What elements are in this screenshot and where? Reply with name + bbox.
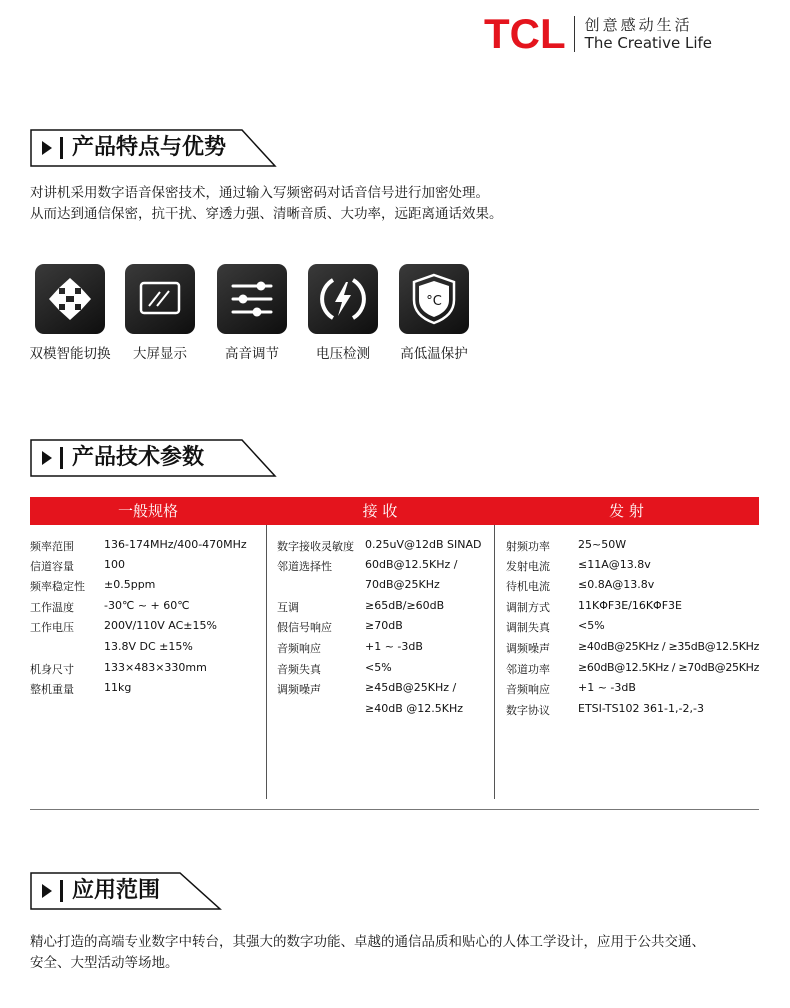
spec-label: 音频响应: [277, 642, 321, 655]
feature-label: 大屏显示: [133, 346, 187, 362]
column-divider: [266, 525, 267, 799]
spec-value: 11kg: [104, 681, 132, 694]
spec-label: 机身尺寸: [30, 663, 74, 676]
spec-label: 音频响应: [506, 683, 550, 696]
play-triangle-icon: [42, 884, 52, 898]
feature-sliders: [217, 264, 287, 362]
column-title-transmit: 发 射: [609, 502, 644, 520]
spec-value: +1 ~ -3dB: [365, 640, 423, 653]
spec-value: <5%: [578, 619, 605, 632]
spec-value: ≥70dB: [365, 619, 403, 632]
spec-label: 数字接收灵敏度: [277, 540, 354, 553]
spec-label: 调制方式: [506, 601, 550, 614]
spec-value: 0.25uV@12dB SINAD: [365, 538, 482, 551]
applications-description: [30, 932, 770, 974]
section-header-features: [30, 129, 280, 167]
spec-label: 邻道功率: [506, 663, 550, 676]
spec-label: 邻道选择性: [277, 560, 332, 573]
feature-label: 电压检测: [316, 346, 370, 362]
spec-label: 整机重量: [30, 683, 74, 696]
slogan-cn: 创意感动生活: [584, 16, 693, 34]
spec-value: 100: [104, 558, 125, 571]
spec-label: 信道容量: [30, 560, 74, 573]
slogan-en: The Creative Life: [584, 34, 713, 52]
spec-label: 频率范围: [30, 540, 74, 553]
section-header-specs: [30, 439, 280, 477]
column-title-receive: 接 收: [362, 502, 398, 520]
description-line: 对讲机采用数字语音保密技术，通过输入写频密码对话音信号进行加密处理。: [30, 185, 489, 201]
spec-value: ≤11A@13.8v: [578, 558, 651, 571]
table-bottom-rule: [30, 809, 759, 810]
sliders-icon: [217, 264, 287, 334]
column-title-general: 一般规格: [117, 502, 178, 520]
spec-value: <5%: [365, 661, 392, 674]
spec-value: 70dB@25KHz: [365, 578, 440, 591]
play-triangle-icon: [42, 141, 52, 155]
voltage-bolt-icon: [308, 264, 378, 334]
description-line: 精心打造的高端专业数字中转台，其强大的数字功能、卓越的通信品质和贴心的人体工学设计，应用于公共交通、: [30, 934, 705, 950]
spec-label: 发射电流: [506, 560, 550, 573]
spec-value: 25~50W: [578, 538, 627, 551]
feature-large-screen: [125, 264, 195, 362]
spec-value: 60dB@12.5KHz /: [365, 558, 458, 571]
spec-label: 数字协议: [506, 704, 550, 717]
spec-value: ≤0.8A@13.8v: [578, 578, 655, 591]
spec-label: 射频功率: [506, 540, 550, 553]
feature-temperature: [399, 264, 469, 362]
spec-label: 调制失真: [506, 621, 550, 634]
brand-logo: [484, 10, 713, 57]
feature-label: 双模智能切换: [29, 346, 111, 362]
section-divider: [60, 880, 63, 902]
spec-value: ≥65dB/≥60dB: [365, 599, 445, 612]
spec-label: 音频失真: [277, 663, 321, 676]
spec-label: 假信号响应: [277, 621, 332, 634]
brand-slogan: [585, 16, 712, 52]
spec-value: ≥40dB @12.5KHz: [365, 702, 463, 715]
column-divider: [494, 525, 495, 799]
spec-value: ±0.5ppm: [104, 578, 156, 591]
dual-mode-switch-icon: [35, 264, 105, 334]
spec-value: 13.8V DC ±15%: [104, 640, 193, 653]
section-divider: [60, 137, 63, 159]
feature-dual-mode: [29, 264, 111, 362]
spec-value: 200V/110V AC±15%: [104, 619, 217, 632]
spec-value: -30℃ ~ + 60℃: [104, 599, 190, 612]
spec-table-header: [30, 497, 759, 525]
section-header-applications: [30, 872, 280, 910]
spec-label: 频率稳定性: [30, 580, 85, 593]
features-description: [30, 183, 503, 225]
spec-value: ≥60dB@12.5KHz / ≥70dB@25KHz: [578, 661, 760, 674]
spec-value: ETSI-TS102 361-1,-2,-3: [578, 702, 704, 715]
section-title: 应用范围: [72, 878, 161, 903]
spec-label: 待机电流: [506, 580, 550, 593]
spec-value: +1 ~ -3dB: [578, 681, 636, 694]
logo-divider: [574, 16, 575, 52]
section-divider: [60, 447, 63, 469]
description-line: 安全、大型活动等场地。: [30, 955, 179, 971]
spec-value: 11KΦF3E/16KΦF3E: [578, 599, 682, 612]
spec-value: ≥45dB@25KHz /: [365, 681, 457, 694]
spec-value: 136-174MHz/400-470MHz: [104, 538, 247, 551]
play-triangle-icon: [42, 451, 52, 465]
spec-value: 133×483×330mm: [104, 661, 207, 674]
spec-label: 互调: [277, 601, 299, 614]
spec-label: 调频噪声: [277, 683, 321, 696]
temperature-shield-icon: [399, 264, 469, 334]
section-title: 产品技术参数: [72, 445, 205, 470]
spec-label: 调频噪声: [506, 642, 550, 655]
svg-text:°C: °C: [426, 294, 442, 309]
feature-label: 高音调节: [225, 346, 279, 362]
spec-label: 工作温度: [30, 601, 74, 614]
description-line: 从而达到通信保密，抗干扰、穿透力强、清晰音质、大功率，远距离通话效果。: [30, 206, 503, 222]
spec-label: 工作电压: [30, 621, 74, 634]
section-title: 产品特点与优势: [72, 135, 227, 160]
tcl-logo: TCL: [484, 10, 566, 57]
feature-label: 高低温保护: [400, 346, 468, 362]
large-screen-icon: [125, 264, 195, 334]
feature-voltage: [308, 264, 378, 362]
spec-value: ≥40dB@25KHz / ≥35dB@12.5KHz: [578, 640, 760, 653]
